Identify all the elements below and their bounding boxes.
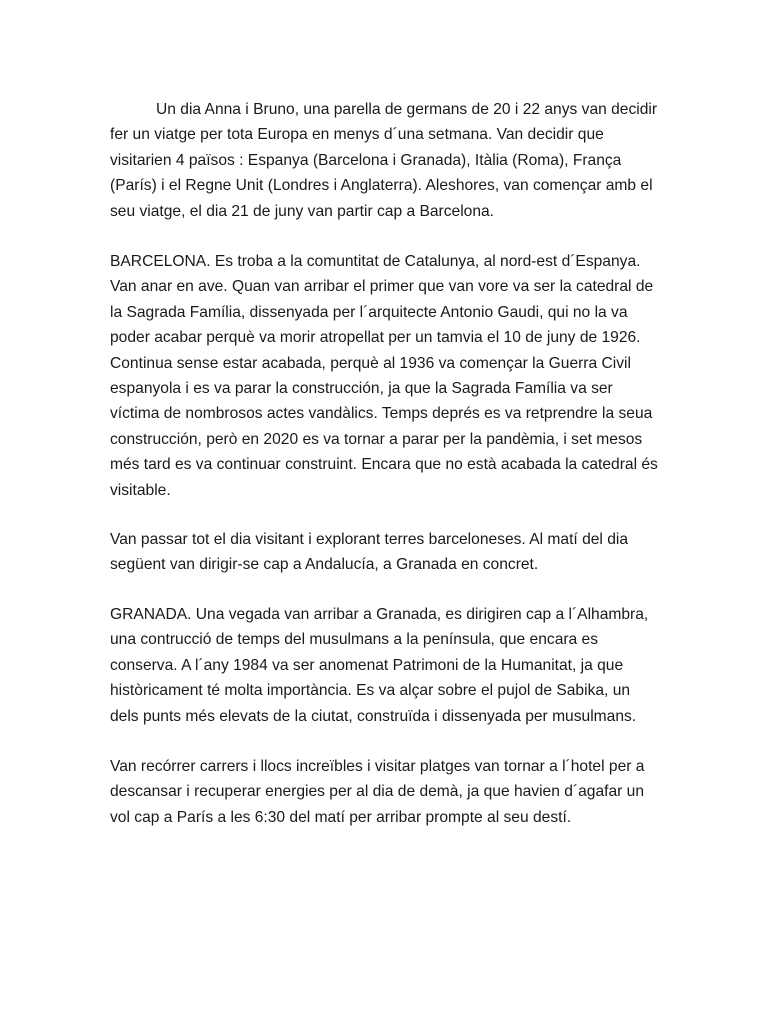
text-line: Van passar tot el dia visitant i explorant terres barceloneses. Al matí del dia bbox=[110, 531, 629, 548]
text-line: Continua sense estar acabada, perquè al 1936 va començar la Guerra Civil bbox=[110, 354, 631, 372]
text-line: una contrucció de temps del musulmans a la península, que encara es bbox=[110, 631, 599, 649]
text-line: Van anar en ave. Quan van arribar el primer que van vore va ser la catedral de bbox=[110, 278, 654, 296]
text-line: visitarien 4 països : Espanya (Barcelona i Granada), Itàlia (Roma), França bbox=[110, 151, 622, 169]
text-line: visitable. bbox=[110, 481, 171, 499]
text-line: (París) i el Regne Unit (Londres i Anglaterra). Aleshores, van començar amb el bbox=[110, 177, 653, 195]
text-line: Van recórrer carrers i llocs increïbles i visitar platges van tornar a l´hotel per a bbox=[110, 758, 645, 775]
text-line: històricament té molta importància. Es va alçar sobre el pujol de Sabika, un bbox=[110, 682, 631, 700]
paragraph-barcelona bbox=[110, 249, 658, 503]
text-line: GRANADA. Una vegada van arribar a Granada, es dirigiren cap a l´Alhambra, bbox=[110, 606, 649, 623]
text-line: la Sagrada Família, dissenyada per l´arquitecte Antonio Gaudi, qui no la va bbox=[110, 303, 628, 321]
text-line: seu viatge, el dia 21 de juny van partir cap a Barcelona. bbox=[110, 202, 495, 220]
text-line: més tard es va continuar construint. Encara que no està acabada la catedral és bbox=[110, 456, 658, 474]
text-line: descansar i recuperar energies per al dia de demà, ja que havien d´agafar un bbox=[110, 783, 644, 801]
text-line: dels punts més elevats de la ciutat, construïda i dissenyada per musulmans. bbox=[110, 707, 637, 725]
text-line: poder acabar perquè va morir atropellat per un tamvia el 10 de juny de 1926. bbox=[110, 329, 641, 347]
paragraph-barcelona-day bbox=[110, 527, 658, 578]
paragraph-intro bbox=[110, 97, 658, 224]
paragraph-granada-day bbox=[110, 754, 658, 830]
text-line: BARCELONA. Es troba a la comuntitat de Catalunya, al nord-est d´Espanya. bbox=[110, 253, 641, 270]
text-line: construcción, però en 2020 es va tornar a parar per la pandèmia, i set mesos bbox=[110, 430, 643, 448]
text-line: fer un viatge per tota Europa en menys d´una setmana. Van decidir que bbox=[110, 126, 604, 144]
text-line: següent van dirigir-se cap a Andalucía, a Granada en concret. bbox=[110, 556, 539, 574]
text-line: vol cap a París a les 6:30 del matí per arribar prompte al seu destí. bbox=[110, 808, 572, 826]
text-line: Un dia Anna i Bruno, una parella de germans de 20 i 22 anys van decidir bbox=[156, 101, 658, 118]
text-line: víctima de nombrosos actes vandàlics. Temps deprés es va retprendre la seua bbox=[110, 405, 653, 423]
paragraph-granada bbox=[110, 602, 658, 729]
text-line: conserva. A l´any 1984 va ser anomenat Patrimoni de la Humanitat, ja que bbox=[110, 656, 624, 674]
text-line: espanyola i es va parar la construcción, ja que la Sagrada Família va ser bbox=[110, 380, 613, 398]
